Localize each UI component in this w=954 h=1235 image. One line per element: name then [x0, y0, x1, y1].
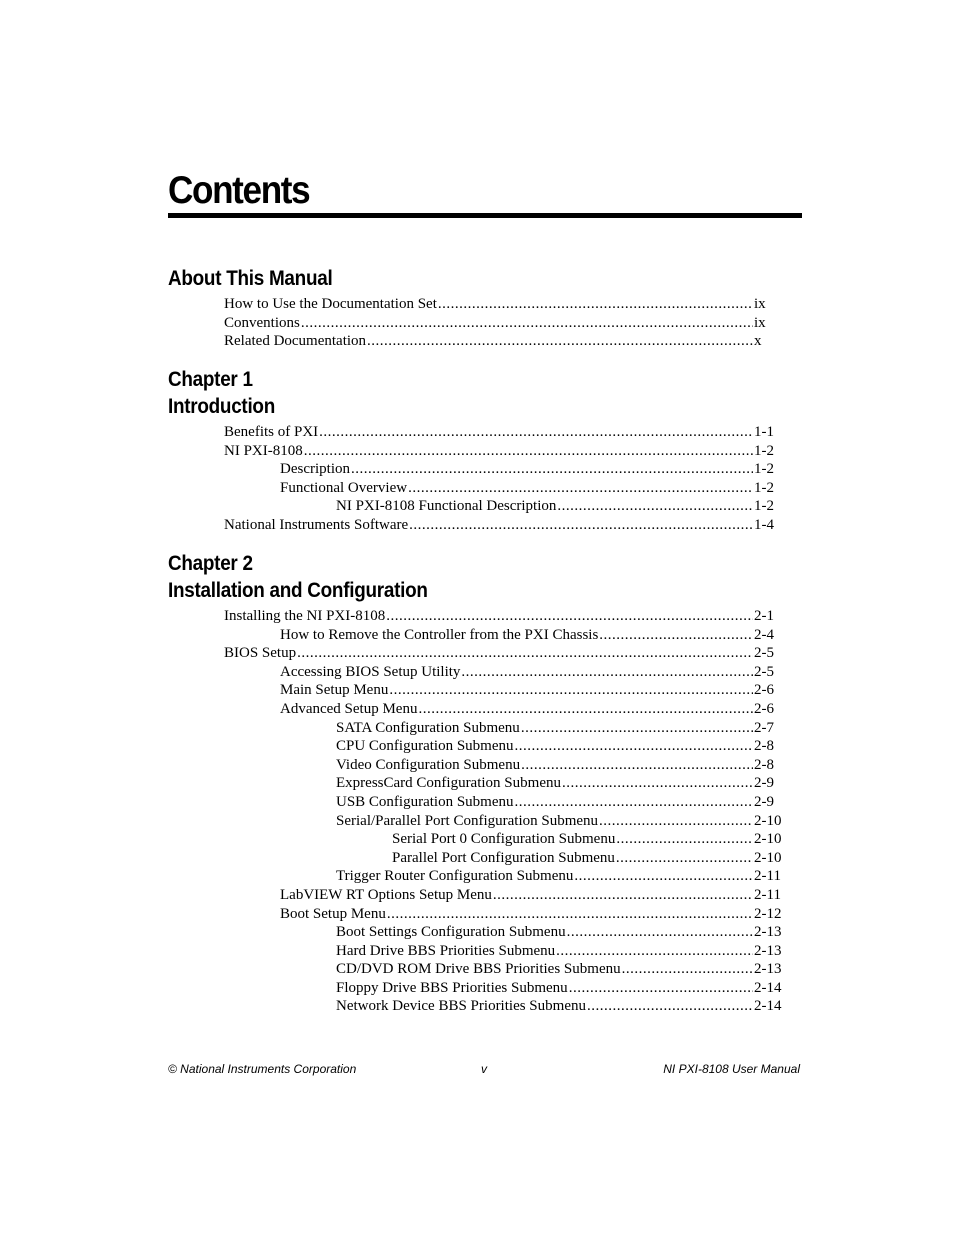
chapter-1-heading: Introduction	[168, 395, 275, 418]
chapter-2-label: Chapter 2	[168, 552, 253, 575]
toc-entry[interactable]: Accessing BIOS Setup Utility ..... 2-5	[280, 663, 784, 682]
page-title: Contents	[168, 169, 310, 212]
toc-list-about	[0, 295, 954, 351]
toc-entry[interactable]: USB Configuration Submenu ..... 2-9	[336, 793, 784, 812]
footer-copyright: © National Instruments Corporation	[168, 1062, 357, 1076]
footer-manual-title: NI PXI-8108 User Manual	[663, 1062, 800, 1076]
toc-entry[interactable]: How to Use the Documentation Set ..... ix	[224, 295, 784, 314]
toc-entry[interactable]: Related Documentation ..... x	[224, 332, 784, 351]
toc-entry[interactable]: NI PXI-8108 ..... 1-2	[224, 442, 784, 461]
toc-entry[interactable]: CD/DVD ROM Drive BBS Priorities Submenu ..... 2-13	[336, 960, 784, 979]
toc-entry[interactable]: BIOS Setup ..... 2-5	[224, 644, 784, 663]
toc-entry[interactable]: Parallel Port Configuration Submenu ..... 2-10	[392, 849, 784, 868]
toc-list-chapter-1	[0, 423, 954, 535]
toc-entry[interactable]: Description ..... 1-2	[280, 460, 784, 479]
toc-entry[interactable]: Floppy Drive BBS Priorities Submenu ..... 2-14	[336, 979, 784, 998]
toc-entry[interactable]: Benefits of PXI ..... 1-1	[224, 423, 784, 442]
toc-entry[interactable]: Functional Overview ..... 1-2	[280, 479, 784, 498]
toc-entry[interactable]: How to Remove the Controller from the PXI Chassis ..... 2-4	[280, 626, 784, 645]
footer-page-number: v	[481, 1062, 487, 1076]
toc-entry[interactable]: Network Device BBS Priorities Submenu ..... 2-14	[336, 997, 784, 1016]
toc-entry[interactable]: Advanced Setup Menu ..... 2-6	[280, 700, 784, 719]
toc-entry[interactable]: Boot Setup Menu ..... 2-12	[280, 905, 784, 924]
toc-entry[interactable]: NI PXI-8108 Functional Description ..... 1-2	[336, 497, 784, 516]
toc-entry[interactable]: Installing the NI PXI-8108 ..... 2-1	[224, 607, 784, 626]
toc-entry[interactable]: LabVIEW RT Options Setup Menu ..... 2-11	[280, 886, 784, 905]
toc-entry[interactable]: Video Configuration Submenu ..... 2-8	[336, 756, 784, 775]
chapter-1-label: Chapter 1	[168, 368, 253, 391]
toc-entry[interactable]: CPU Configuration Submenu ..... 2-8	[336, 737, 784, 756]
toc-entry[interactable]: ExpressCard Configuration Submenu ..... 2-9	[336, 774, 784, 793]
toc-entry[interactable]: SATA Configuration Submenu ..... 2-7	[336, 719, 784, 738]
section-heading-about: About This Manual	[168, 267, 333, 290]
toc-list-chapter-2	[0, 607, 954, 1016]
toc-entry[interactable]: Conventions ..... ix	[224, 314, 784, 333]
toc-entry[interactable]: Serial/Parallel Port Configuration Submenu ..... 2-10	[336, 812, 784, 831]
toc-entry[interactable]: Trigger Router Configuration Submenu ..... 2-11	[336, 867, 784, 886]
toc-entry[interactable]: Hard Drive BBS Priorities Submenu ..... 2-13	[336, 942, 784, 961]
toc-entry[interactable]: Serial Port 0 Configuration Submenu ..... 2-10	[392, 830, 784, 849]
toc-entry[interactable]: Main Setup Menu ..... 2-6	[280, 681, 784, 700]
chapter-2-heading: Installation and Configuration	[168, 579, 428, 602]
toc-entry[interactable]: Boot Settings Configuration Submenu ..... 2-13	[336, 923, 784, 942]
toc-entry[interactable]: National Instruments Software ..... 1-4	[224, 516, 784, 535]
title-rule	[168, 213, 802, 218]
